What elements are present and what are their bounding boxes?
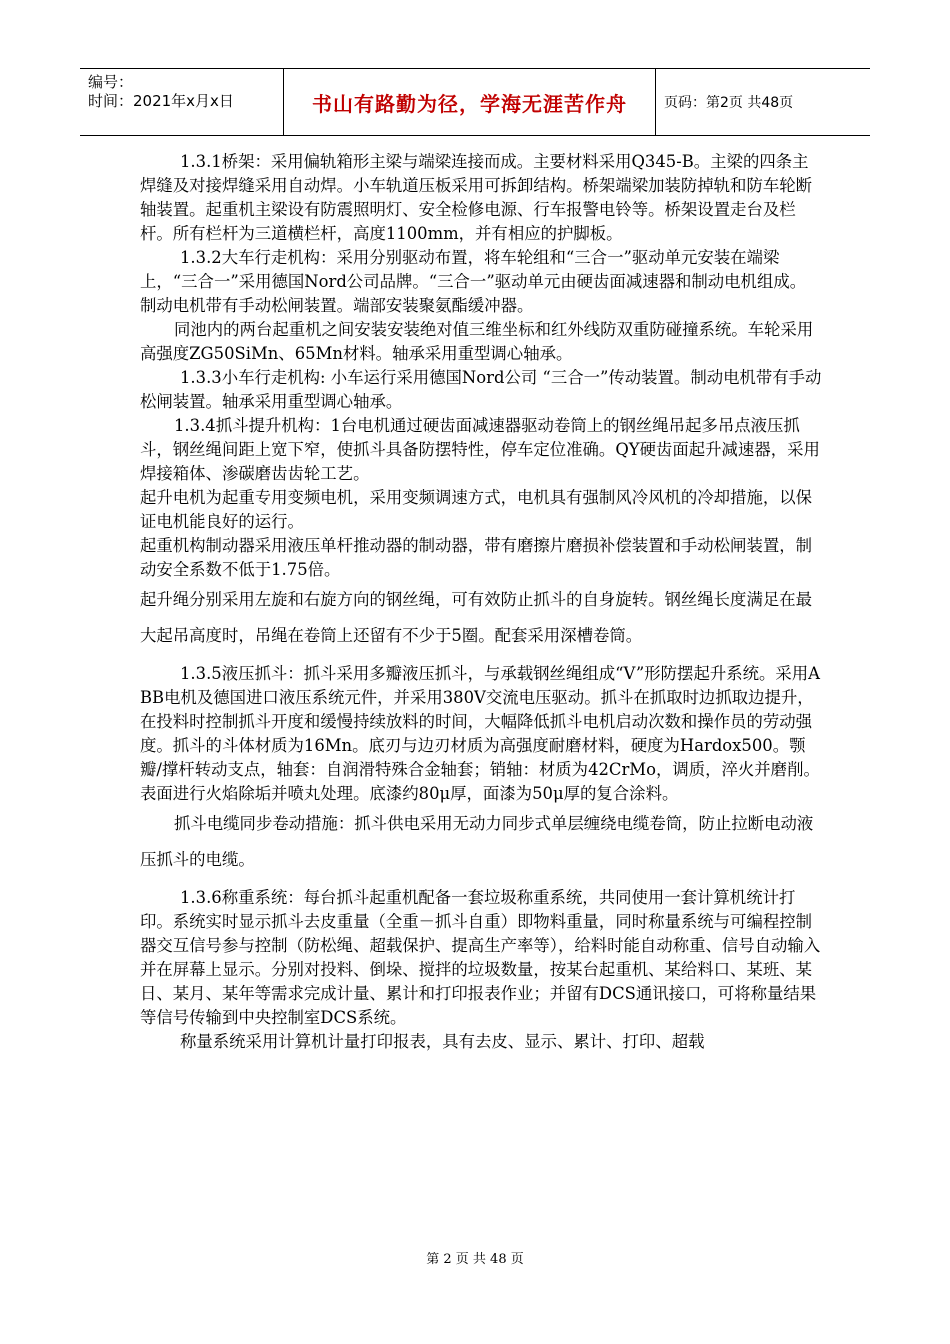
header-meta	[80, 69, 284, 135]
paragraph-crab-travel: 1.3.3小车行走机构: 小车运行采用德国Nord公司 “三合一”传动装置。制动电机带有手动松闸装置。轴承采用重型调心轴承。	[140, 368, 822, 411]
paragraph-wire-rope: 起升绳分别采用左旋和右旋方向的钢丝绳，可有效防止抓斗的自身旋转。钢丝绳长度满足在最大起吊高度时，吊绳在卷筒上还留有不少于5圈。配套采用深槽卷筒。	[140, 590, 813, 645]
paragraph-cable-reel: 抓斗电缆同步卷动措施：抓斗供电采用无动力同步式单层缠绕电缆卷筒，防止拉断电动液压抓斗的电缆。	[140, 814, 814, 869]
document-number-label: 编号：	[88, 73, 134, 91]
page-header	[80, 68, 870, 136]
paragraph-anti-collision: 同池内的两台起重机之间安装安装绝对值三维坐标和红外线防双重防碰撞系统。车轮采用高强度ZG50SiMn、65Mn材料。轴承采用重型调心轴承。	[140, 320, 814, 363]
header-page-number: 页码：第2页 共48页	[664, 95, 794, 111]
paragraph-weighing-report: 称量系统采用计算机计量打印报表，具有去皮、显示、累计、打印、超载	[180, 1032, 705, 1051]
document-date: 时间：2021年x月x日	[88, 92, 234, 110]
paragraph-grab: 1.3.5液压抓斗：抓斗采用多瓣液压抓斗，与承载钢丝绳组成“V”形防摆起升系统。采用ABB电机及德国进口液压系统元件，并采用380V交流电压驱动。抓斗在抓取时边抓取边提升，在投料时控制抓斗开度和缓慢持续放料的时间，大幅降低抓斗电机启动次数和操作员的劳动强度。抓斗的斗体材质为16Mn。底刃与边刃材质为高强度耐磨材料，硬度为Hardox500。颚瓣/撑杆转动支点，轴套：自润滑特殊合金轴套；销轴：材质为42CrMo，调质，淬火并磨削。表面进行火焰除垢并喷丸处理。底漆约80μ厚，面漆为50μ厚的复合涂料。	[140, 664, 821, 803]
page-footer: 第 2 页 共 48 页	[426, 1252, 524, 1267]
paragraph-hoist-motor: 起升电机为起重专用变频电机，采用变频调速方式，电机具有强制风冷风机的冷却措施，以保证电机能良好的运行。	[140, 488, 813, 531]
paragraph-bridge: 1.3.1桥架：采用偏轨箱形主梁与端梁连接而成。主要材料采用Q345-B。主梁的四条主焊缝及对接焊缝采用自动焊。小车轨道压板采用可拆卸结构。桥架端梁加装防掉轨和防车轮断轴装置。起重机主梁设有防震照明灯、安全检修电源、行车报警电铃等。桥架设置走台及栏杆。所有栏杆为三道横栏杆，高度1100mm，并有相应的护脚板。	[140, 152, 813, 243]
paragraph-weighing: 1.3.6称重系统：每台抓斗起重机配备一套垃圾称重系统，共同使用一套计算机统计打印。系统实时显示抓斗去皮重量（全重－抓斗自重）即物料重量，同时称量系统与可编程控制器交互信号参与控制（防松绳、超载保护、提高生产率等），给料时能自动称重、信号自动输入并在屏幕上显示。分别对投料、倒垛、搅拌的垃圾数量，按某台起重机、某给料口、某班、某日、某月、某年等需求完成计量、累计和打印报表作业；并留有DCS通讯接口，可将称量结果等信号传输到中央控制室DCS系统。	[140, 888, 821, 1027]
document-body	[140, 150, 822, 1054]
header-motto: 书山有路勤为径，学海无涯苦作舟	[284, 69, 656, 135]
paragraph-brake: 起重机构制动器采用液压单杆推动器的制动器，带有磨擦片磨损补偿装置和手动松闸装置，制动安全系数不低于1.75倍。	[140, 536, 813, 579]
paragraph-trolley-travel: 1.3.2大车行走机构：采用分别驱动布置，将车轮组和“三合一”驱动单元安装在端梁上，“三合一”采用德国Nord公司品牌。“三合一”驱动单元由硬齿面减速器和制动电机组成。制动电机带有手动松闸装置。端部安装聚氨酯缓冲器。	[140, 248, 807, 315]
paragraph-hoist: 1.3.4抓斗提升机构：1台电机通过硬齿面减速器驱动卷筒上的钢丝绳吊起多吊点液压抓斗，钢丝绳间距上宽下窄，使抓斗具备防摆特性，停车定位准确。QY硬齿面起升减速器，采用焊接箱体、渗碳磨齿齿轮工艺。	[140, 416, 820, 483]
